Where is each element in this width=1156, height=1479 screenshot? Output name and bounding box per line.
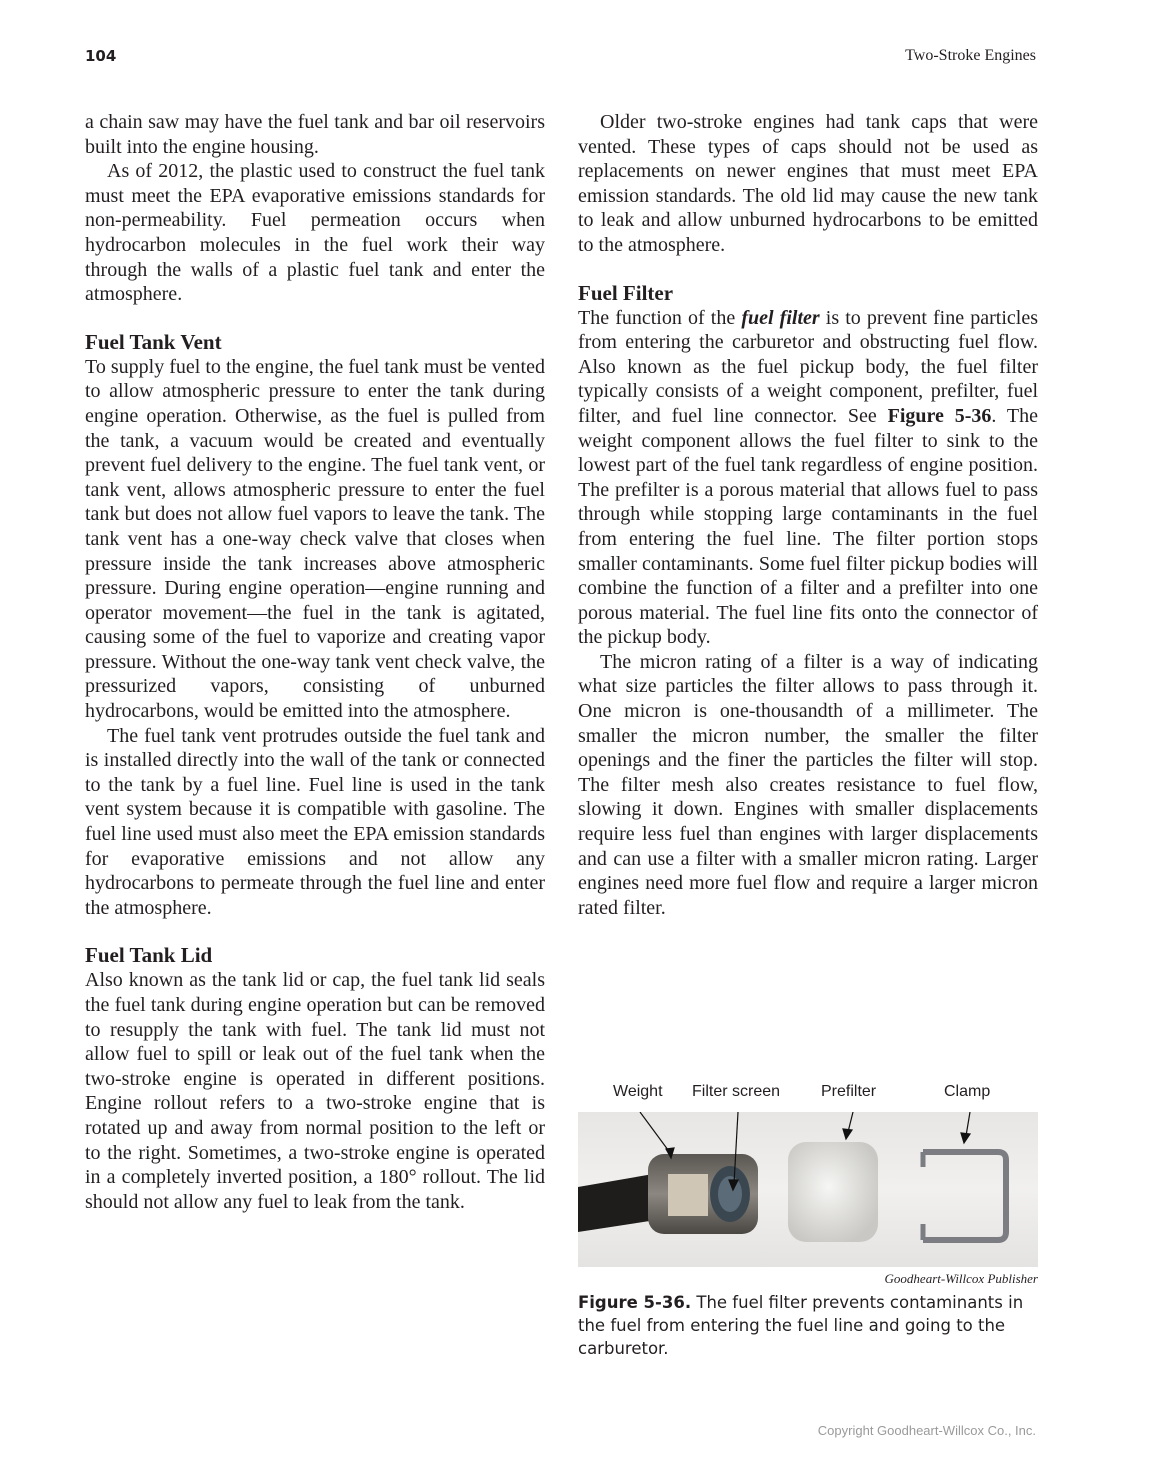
right-column [578,110,1038,920]
copyright-footer: Copyright Goodheart-Willcox Co., Inc. [817,1423,1036,1438]
section-heading-fuel-tank-vent: Fuel Tank Vent [85,329,222,354]
key-term: fuel filter [741,306,820,329]
label-filter-screen: Filter screen [692,1083,781,1100]
paragraph: Older two-stroke engines had tank caps that were vented. These types of caps should not be used as replacements on newer engines that must meet EPA emission standards. The old lid may cause the new tank to leak and allow unburned hydrocarbons to be emitted to the atmosphere. [578,111,1038,256]
section-heading-fuel-tank-lid: Fuel Tank Lid [85,943,213,968]
section-heading-fuel-filter: Fuel Filter [578,280,674,305]
figure-labels [578,1080,1038,1112]
label-prefilter: Prefilter [821,1083,877,1100]
fuel-filter-photo [578,1112,1038,1267]
paragraph: To supply fuel to the engine, the fuel tank must be vented to allow atmospheric pressure to enter the tank during engine operation. Otherwise, as the fuel is pulled from the tank, a vacuum would be created and eventually prevent fuel delivery to the engine. The fuel tank vent, or tank vent, allows atmospheric pressure to enter the fuel tank but does not allow fuel vapors to leave the tank. The tank vent has a one-way check valve that closes when pressure inside the tank increases above atmospheric pressure. During engine operation—engine running and operator movement—the fuel in the tank is agitated, causing some of the fuel to vaporize and creating vapor pressure. Without the one-way tank vent check valve, the pressurized vapors, consisting of unburned hydrocarbons, would be emitted into the atmosphere. [85,355,545,723]
figure-5-36 [578,1080,1038,1360]
paragraph: The fuel tank vent protrudes outside the fuel tank and is installed directly into the wall of the tank or connected to the tank by a fuel line. Fuel line is used in the tank vent system because it is compatible with gasoline. The fuel line used must also meet the EPA emission standards for evaporative emissions and not allow any hydrocarbons to permeate through the fuel line and enter the atmosphere. [85,724,545,919]
caption-text: The fuel filter prevents contaminants in the fuel from entering the fuel line and going to the carburetor. [578,1293,1024,1358]
fuel-filter-illustration [578,1112,1038,1267]
text: . The weight component allows the fuel filter to sink to the lowest part of the fuel tank regardless of engine position. The prefilter is a porous material that allows fuel to pass through while stopping large contaminants in the fuel from entering the fuel line. The filter portion stops smaller contaminants. Some fuel filter pickup bodies will combine the function of a filter and a prefilter into one porous material. The fuel line fits onto the connector of the pickup body. [578,404,1038,649]
paragraph: Also known as the tank lid or cap, the fuel tank lid seals the fuel tank during engine operation but can be removed to resupply the tank with fuel. The tank lid must not allow fuel to spill or leak out of the fuel tank when the two-stroke engine is operated in different positions. Engine rollout refers to a two-stroke engine that is rotated up and away from normal position to the left or to the right. Sometimes, a two-stroke engine is operated in a completely inverted position, a 180° rollout. The lid should not allow any fuel to leak from the tank. [85,969,545,1213]
page-number: 104 [85,47,117,65]
text: The function of the [578,306,742,329]
caption-label: Figure 5-36. [578,1293,692,1312]
paragraph [578,306,1038,650]
running-head: Two-Stroke Engines [905,47,1036,64]
text: is to prevent fine particles from entering the carburetor and obstructing fuel flow. Also known as the fuel pickup body, the fuel filter typically consists of a weight component, prefilter, fuel filter, and fuel line connector. See [578,306,1038,427]
label-clamp: Clamp [944,1083,991,1100]
left-column [85,110,545,1214]
figure-reference: Figure 5-36 [887,404,992,427]
figure-credit: Goodheart-Willcox Publisher [884,1271,1038,1286]
figure-caption [578,1291,1038,1360]
paragraph: a chain saw may have the fuel tank and bar oil reservoirs built into the engine housing. [85,111,545,158]
paragraph: The micron rating of a filter is a way of indicating what size particles the filter allows to pass through it. One micron is one-thousandth of a millimeter. The smaller the micron number, the smaller the filter openings and the finer the particles the filter will stop. The filter mesh also creates resistance to fuel flow, slowing it down. Engines with smaller displacements require less fuel than engines with larger displacements and can use a filter with a smaller micron rating. Larger engines need more fuel flow and require a larger micron rated filter. [578,650,1038,919]
paragraph: As of 2012, the plastic used to construct the fuel tank must meet the EPA evaporative emissions standards for non-permeability. Fuel permeation occurs when hydrocarbon molecules in the fuel work their way through the walls of a plastic fuel tank and enter the atmosphere. [85,160,545,306]
label-weight: Weight [613,1083,663,1100]
